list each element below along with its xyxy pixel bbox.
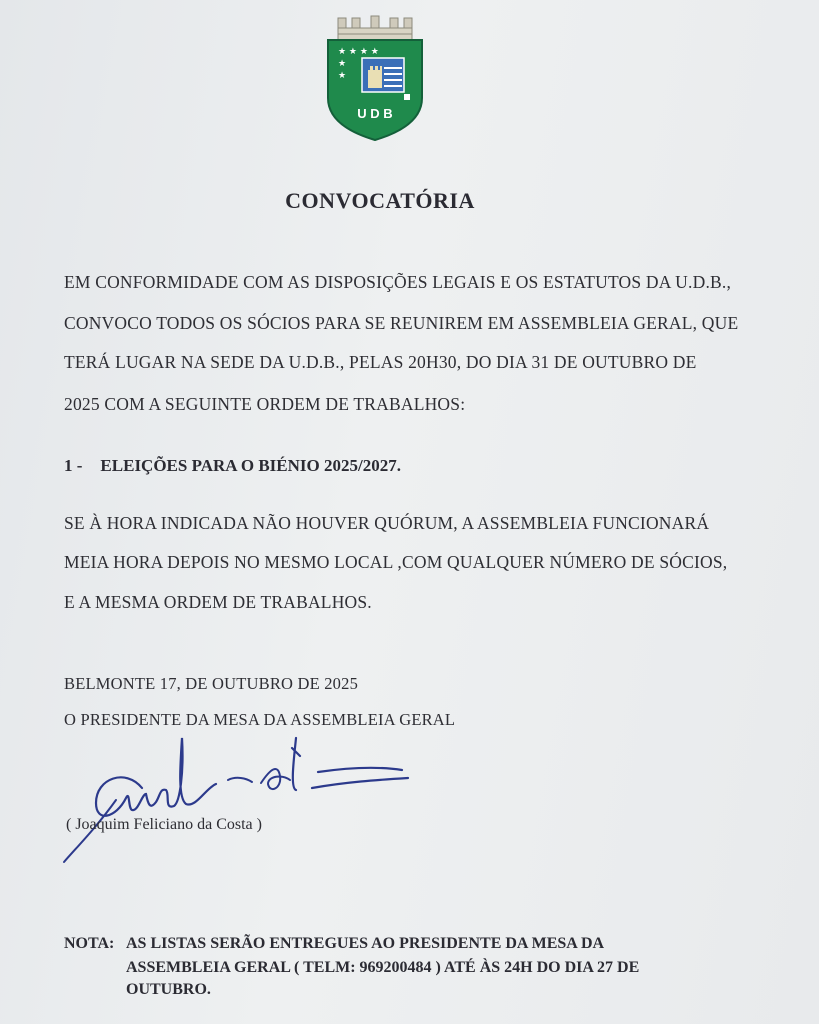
note-line-2: ASSEMBLEIA GERAL ( TELM: 969200484 ) ATÉ ÀS 24H DO DIA 27 DE xyxy=(126,959,640,976)
handwritten-signature xyxy=(56,728,416,868)
place-date: BELMONTE 17, DE OUTUBRO DE 2025 xyxy=(64,674,359,693)
udb-crest-logo xyxy=(324,14,426,142)
agenda-item xyxy=(64,456,401,476)
quorum-line-1: SE À HORA INDICADA NÃO HOUVER QUÓRUM, A ASSEMBLEIA FUNCIONARÁ xyxy=(64,513,710,533)
crest-text: U D B xyxy=(357,106,393,121)
signatory-name: ( Joaquim Feliciano da Costa ) xyxy=(66,816,262,833)
quorum-line-2: MEIA HORA DEPOIS NO MESMO LOCAL ,COM QUALQUER NÚMERO DE SÓCIOS, xyxy=(64,552,728,572)
quorum-line-3: E A MESMA ORDEM DE TRABALHOS. xyxy=(64,592,372,612)
svg-text:★: ★ xyxy=(338,59,347,69)
intro-line-1: EM CONFORMIDADE COM AS DISPOSIÇÕES LEGAIS E OS ESTATUTOS DA U.D.B., xyxy=(64,272,732,292)
intro-line-4: 2025 COM A SEGUINTE ORDEM DE TRABALHOS: xyxy=(64,394,466,414)
agenda-item-number: 1 - xyxy=(64,456,83,475)
note-label: NOTA: xyxy=(64,935,115,952)
note-line-3: OUTUBRO. xyxy=(126,981,211,998)
intro-line-2: CONVOCO TODOS OS SÓCIOS PARA SE REUNIREM EM ASSEMBLEIA GERAL, QUE xyxy=(64,313,739,333)
intro-line-3: TERÁ LUGAR NA SEDE DA U.D.B., PELAS 20H30, DO DIA 31 DE OUTUBRO DE xyxy=(64,352,697,372)
svg-text:★: ★ xyxy=(338,71,347,81)
signatory-role: O PRESIDENTE DA MESA DA ASSEMBLEIA GERAL xyxy=(64,710,456,729)
crown-icon xyxy=(338,16,412,40)
svg-text:★ ★ ★ ★: ★ ★ ★ ★ xyxy=(338,47,379,57)
agenda-item-text: ELEIÇÕES PARA O BIÉNIO 2025/2027. xyxy=(100,456,401,475)
note-line-1: AS LISTAS SERÃO ENTREGUES AO PRESIDENTE DA MESA DA xyxy=(126,935,605,952)
document-title: CONVOCATÓRIA xyxy=(285,188,475,213)
